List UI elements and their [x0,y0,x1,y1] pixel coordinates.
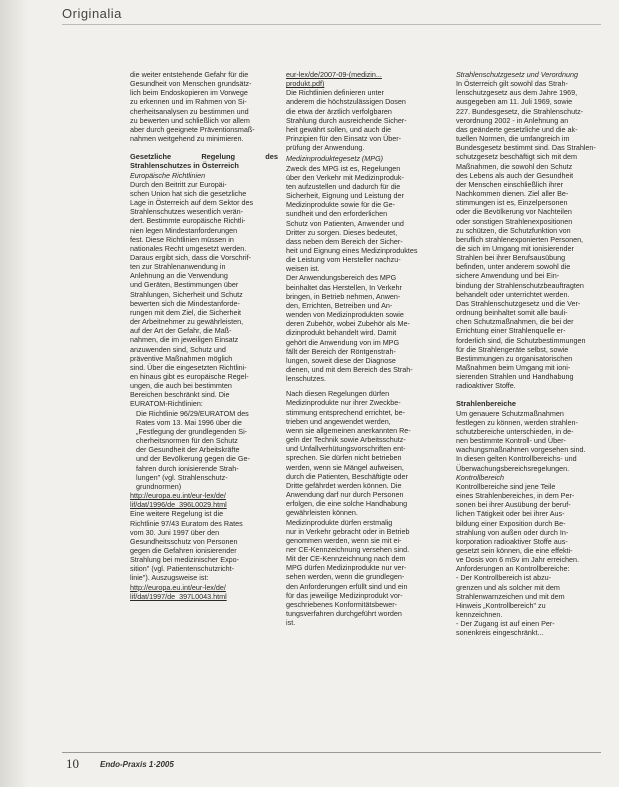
requirement-list [456,573,604,637]
text-line: für die Strahlengeräte selbst, sowie [456,344,569,354]
text-line: dienen, und mit dem Bereich des Strah- [286,365,413,374]
text-line: Um genauere Schutzmaßnahmen [456,408,564,418]
text-line: der Arbeitnehmer zu gewährleisten, [130,317,244,327]
text-line: ausgegeben am 11. Juli 1969, sowie [456,97,573,107]
text-line: ungen, die auch bei bestimmten [130,381,232,391]
text-line: ner CE-Kennzeichnung versehen sind. [286,544,410,554]
text-line: Bereichen beschränkt sind. Die [130,390,230,400]
text-line: behandelt oder unterrichtet werden. [456,289,570,299]
text-line: nur in Verkehr gebracht oder in Betrieb [286,526,410,536]
text-line: anderem die höchstzulässigen Dosen [286,97,406,107]
text-line: Maßnahmen beim Umgang mit ioni- [456,363,571,372]
text-line: Nachkommen dienen. Ziel aller Be- [456,189,569,199]
list-line: sonenkreis eingeschränkt... [456,628,544,638]
text-line: weisen ist. [286,264,320,274]
text-line: das geänderte gesetzliche und die ak- [456,124,578,134]
text-line: cherheitsnormen für den Schutz [136,436,238,446]
text-line: 227. Bundesgesetz, die Strahlenschutz- [456,106,584,116]
reference-link[interactable]: http://europa.eu.int/eur-lex/de/ [130,491,226,501]
text-line: anzuwenden sind, Schutz und [130,344,226,354]
text-line: lenschutzgesetz aus dem Jahre 1969, [456,88,578,98]
text-line: tuellen Normen, die umfangreich im [456,134,570,144]
text-line: Strahlung bei medizinischer Expo- [130,555,240,565]
text-line: grundnormen) [136,481,182,491]
text-line: eines Strahlenbereiches, in dem Per- [456,491,575,501]
text-line: dert. Bestimmte europäische Richtli- [130,216,246,226]
directive-quote-2 [130,509,278,582]
text-line: befinden, unter anderem sowohl die [456,262,571,272]
subsection-heading-2: Kontrollbereich [456,472,504,482]
body-paragraph [130,180,278,409]
list-line: - Der Zugang ist auf einen Per- [456,619,555,629]
text-line: durch die Patienten, Beschäftigte oder [286,471,408,481]
text-line: der Menschen einschließlich ihrer [456,179,564,189]
text-line: Medizinprodukte sowie für die Ge- [286,200,396,210]
text-line: vom 30. Juni 1997 über den [130,527,220,537]
text-line: ist. [286,618,296,628]
reference-link-2[interactable]: http://europa.eu.int/eur-lex/de/ [130,582,226,592]
text-line: gesetzt sein können, die eine effekti- [456,545,573,555]
text-line: fest. Diese Richtlinien müssen in [130,234,234,244]
text-line: deren Zubehör, wobei Zubehör als Me- [286,319,410,329]
list-line: kennzeichnen. [456,610,503,620]
link-line: produkt.pdf) [286,79,325,89]
text-line: den Anforderungen erfüllt sind und ein [286,581,408,591]
text-line: schutzgesetz beschäftigt sich mit dem [456,152,578,162]
link-line: eur-lex/de/2007-09-(medizin... [286,70,382,79]
text-line: Strahlenschutzes wesentlich verän- [130,207,244,217]
reference-link-cont[interactable]: lif/dat/1996/de_396L0029.html [130,500,227,510]
text-line: Gesundheitsschutz von Personen [130,536,238,546]
text-line: Medizinprodukte nur ihrer Zweckbe- [286,398,401,408]
text-line: rungen mit dem Ziel, die Sicherheit [130,307,242,317]
text-line: schutzbereiche unterschieden, in de- [456,426,574,436]
text-line: aber durch geeignete Präventionsmaß- [130,124,255,134]
text-line: Dritter zu sorgen. Dieses bedeutet, [286,227,398,237]
text-line: sichere Anwendung und bei Ein- [456,271,560,281]
text-line: Gesundheit von Menschen grundsätz- [130,79,252,89]
text-line: nen bestimmte Kontroll- und Über- [456,436,566,446]
text-line: Rates vom 13. Mai 1996 über die [136,417,242,427]
text-line: Daraus ergibt sich, dass die Vorschrif- [130,252,252,262]
text-column-3 [456,70,604,638]
text-line: wenden von Medizinprodukten sowie [286,310,404,320]
body-paragraph [456,79,604,390]
text-line: Maßnahmen, die sowohl den Schutz [456,161,573,171]
text-line: festlegen zu können, werden strahlen- [456,417,578,427]
section-heading: Strahlenbereiche [456,399,516,409]
text-line: die etwa der ärztlich verfolgbaren [286,106,392,116]
text-line: fällt der Bereich der Röntgenstrah- [286,346,396,356]
text-line: gegen die Gefahren ionisierender [130,545,237,555]
text-line: Kontrollbereiche sind jene Teile [456,481,556,491]
body-paragraph-2 [286,164,434,384]
text-line: Durch den Beitritt zur Europäi- [130,179,227,189]
text-line: lenschutzes. [286,374,326,384]
text-line: sprechen. Sie dürfen nicht betrieben [286,453,402,463]
section-header: Originalia [62,6,122,21]
text-line: und Unfallverhütungsvorschriften ent- [286,444,406,454]
section-heading: Gesetzliche Regelung des Strahlenschutzes in Österreich [130,152,278,171]
text-line: präventive Maßnahmen möglich [130,353,233,363]
text-line: heit gewährt sollen, und auch die [286,124,392,134]
text-line: geln der Technik sowie Arbeitsschutz- [286,435,406,445]
text-line: sundheit und den erforderlichen [286,209,388,219]
text-line: sition" (vgl. Patientenschutzricht- [130,564,235,574]
text-line: dass neben dem Bereich der Sicher- [286,236,403,246]
text-line: zu bewerten und schließlich vor allem [130,115,250,125]
text-line: Das Strahlenschutzgesetz und die Ver- [456,298,581,308]
text-line: nationales Recht umgesetzt werden. [130,243,247,253]
subsection-heading: Medizinproduktegesetz (MPG) [286,154,384,164]
text-line: Schutz von Patienten, Anwender und [286,218,404,228]
text-line: wenn sie allgemeinen anerkannten Re- [286,425,411,435]
text-line: „Festlegung der grundlegenden Si- [136,426,248,436]
text-line: werden, wenn sie Mängel aufweisen, [286,462,404,472]
text-line: en hinaus gibt es europäische Regel- [130,372,249,381]
text-line: sehen werden, wenn die grundlegen- [286,572,405,582]
text-line: sierenden Strahlen und Handhabung [456,372,574,382]
text-line: und Geräten, Bestimmungen über [130,280,239,290]
text-line: Überwachungsbereichsregelungen. [456,463,570,473]
text-line: prüfung der Anwendung. [286,143,365,153]
text-line: bindung der Strahlenschutzbeauftragten [456,280,584,290]
text-line: die sich im Umgang mit ionisierender [456,243,574,253]
text-line: lich beim Endoskopieren im Vorwege [130,88,248,98]
text-line: forderlich sind, die Schutzbestimmungen [456,335,586,345]
text-line: strahlung von außen oder durch In- [456,527,569,537]
text-line: zu schützen, die Schutzfunktion von [456,225,571,235]
text-line: stimmung entsprechend errichtet, be- [286,407,406,417]
text-line: schen Union hat sich die gesetzliche [130,188,247,198]
text-line: gewährleisten können. [286,508,358,518]
text-line: nahmen weitgehend zu minimieren. [130,134,244,144]
text-line: sonen bei ihrer Ausübung der beruf- [456,500,571,510]
text-line: Nach diesen Regelungen dürfen [286,389,390,399]
journal-title: Endo-Praxis 1·2005 [100,760,174,769]
header-rule [62,24,601,25]
text-line: radioaktiver Stoffe. [456,381,516,391]
text-line: für das jeweilige Medizinprodukt vor- [286,590,403,600]
text-line: die Leistung vom Hersteller nachzu- [286,255,401,265]
body-paragraph [286,88,434,152]
text-line: der Gesundheit der Arbeitskräfte [136,445,240,455]
text-line: Prinzipien für den Einsatz von Über- [286,134,402,144]
text-line: In Österreich gilt sowohl das Strah- [456,79,568,89]
text-line: EURATOM-Richtlinien: [130,399,203,409]
text-line: nien legen Mindestanforderungen [130,225,238,235]
text-line: Richtlinie 97/43 Euratom des Rates [130,518,243,528]
text-line: ten aufzustellen und dadurch für die [286,181,401,191]
text-line: beruflich strahlenexponierten Personen, [456,234,584,244]
text-line: korporation radioaktiver Stoffe aus- [456,536,568,546]
text-line: MPG dürfen Medizinprodukte nur ver- [286,563,407,573]
text-line: bildung einer Exposition durch Be- [456,518,566,528]
text-line: tungsverfahren durchgeführt worden [286,609,402,619]
text-line: Zweck des MPG ist es, Regelungen [286,163,401,173]
text-line: Anforderungen an Kontrollbereiche: [456,564,570,574]
text-line: zu erkennen und im Rahmen von Si- [130,97,247,107]
text-line: über den Verkehr mit Medizinproduk- [286,172,404,182]
text-line: auf der Art der Gefahr, die Maß- [130,326,232,336]
page-number: 10 [66,756,79,771]
text-line: Strahlen bei ihrer Berufsausübung [456,253,566,263]
text-line: stimmungen ist es, Einzelpersonen [456,198,568,208]
subsection-heading: Strahlenschutzgesetz und Verordnung [456,70,579,79]
text-line: geschriebenes Konformitätsbewer- [286,599,398,609]
text-line: In diesen gelten Kontrollbereichs- und [456,454,577,464]
continued-link[interactable] [286,70,434,88]
text-line: lungen, soweit diese der Diagnose [286,355,396,365]
list-line: - Der Kontrollbereich ist abzu- [456,573,552,583]
text-line: Die Richtlinien definieren unter [286,88,384,98]
text-line: Strahlungen, Sicherheit und Schutz [130,289,243,299]
text-line: lichen Tätigkeit oder bei ihrer Aus- [456,509,565,519]
text-line: Bundesgesetz bestimmt sind. Das Strahlen- [456,143,596,153]
text-line: Medizinprodukte dürfen erstmalig [286,517,393,527]
footer-rule [62,752,601,753]
text-line: chen Schutzmaßnahmen, die bei der [456,317,574,327]
text-line: Der Anwendungsbereich des MPG [286,273,397,283]
list-line: grenzen und als solcher mit dem [456,582,560,592]
text-line: lungen" (vgl. Strahlenschutz- [136,472,228,482]
text-line: Anlehnung an die Verwendung [130,271,228,281]
text-line: ten zur Strahlenanwendung in [130,262,226,272]
text-line: linie"). Auszugsweise ist: [130,573,209,583]
text-line: trieben und angewendet werden, [286,416,391,426]
text-line: verordnung 2002 - in Anlehnung an [456,115,569,125]
text-line: cherheitsanalysen zu bestimmen und [130,106,249,116]
body-paragraph-2 [456,409,604,473]
text-line: Errichtung einer Strahlenquelle er- [456,326,566,336]
text-line: gehört die Anwendung von im MPG [286,337,400,347]
text-line: Dritte gefährdet werden können. Die [286,480,402,490]
body-paragraph-3 [286,389,434,627]
reference-link-2-cont[interactable]: lif/dat/1997/de_397L0043.html [130,591,227,601]
text-line: Bestimmungen zu organisatorischen [456,353,573,363]
text-line: bringen, in Betrieb nehmen, Anwen- [286,291,401,301]
text-line: sind. Über die eingesetzten Richtlini- [130,362,247,372]
text-column-1 [130,70,278,601]
text-line: bewerten sich die Mindestanforde- [130,298,240,308]
text-line: Eine weitere Regelung ist die [130,509,224,519]
text-line: heit und Eignung eines Medizinproduktes [286,245,418,255]
list-line: Strahlenwarnzeichen und mit dem [456,591,565,601]
binding-shadow [0,0,28,787]
text-line: fahren durch ionisierende Strah- [136,463,239,473]
text-line: Lage in Österreich auf dem Sektor des [130,198,254,208]
text-line: des Lebens als auch der Gesundheit [456,170,574,180]
text-line: ordnung beinhaltet somit alle bauli- [456,308,568,318]
text-line: erfolgen, die eine solche Handhabung [286,499,408,509]
text-line: beinhaltet das Herstellen, In Verkehr [286,282,402,292]
text-line: Mit der CE-Kennzeichnung nach dem [286,554,406,564]
text-line: Strahlung durch ausreichende Sicher- [286,115,407,125]
text-line: den, Errichten, Betreiben und An- [286,300,393,310]
directive-quote [130,409,278,491]
text-line: ve Dosis von 6 mSv im Jahr erreichen. [456,555,580,565]
text-line: und der Bevölkerung gegen die Ge- [136,454,250,464]
text-line: Anwendung darf nur durch Personen [286,490,404,500]
text-line: nahmen, die im jeweiligen Einsatz [130,335,239,345]
text-line: wachungsmaßnahmen vorgesehen sind. [456,445,586,455]
text-line: oder die Bevölkerung vor Nachteilen [456,207,572,217]
text-line: Die Richtlinie 96/29/EURATOM des [136,408,249,418]
text-line: oder sonstigen Strahlenexpositionen [456,216,573,226]
list-line: Hinweis „Kontrollbereich" zu [456,600,546,610]
subsection-heading: Europäische Richtlinien [130,170,206,180]
text-line: genommen werden, wenn sie mit ei- [286,535,402,545]
intro-paragraph [130,70,278,143]
text-line: die weiter entstehende Gefahr für die [130,70,249,79]
text-line: Sicherheit, Eignung und Leistung der [286,191,404,201]
text-line: dizinprodukt behandelt wird. Damit [286,328,397,338]
text-column-2 [286,70,434,627]
body-paragraph-3 [456,482,604,574]
